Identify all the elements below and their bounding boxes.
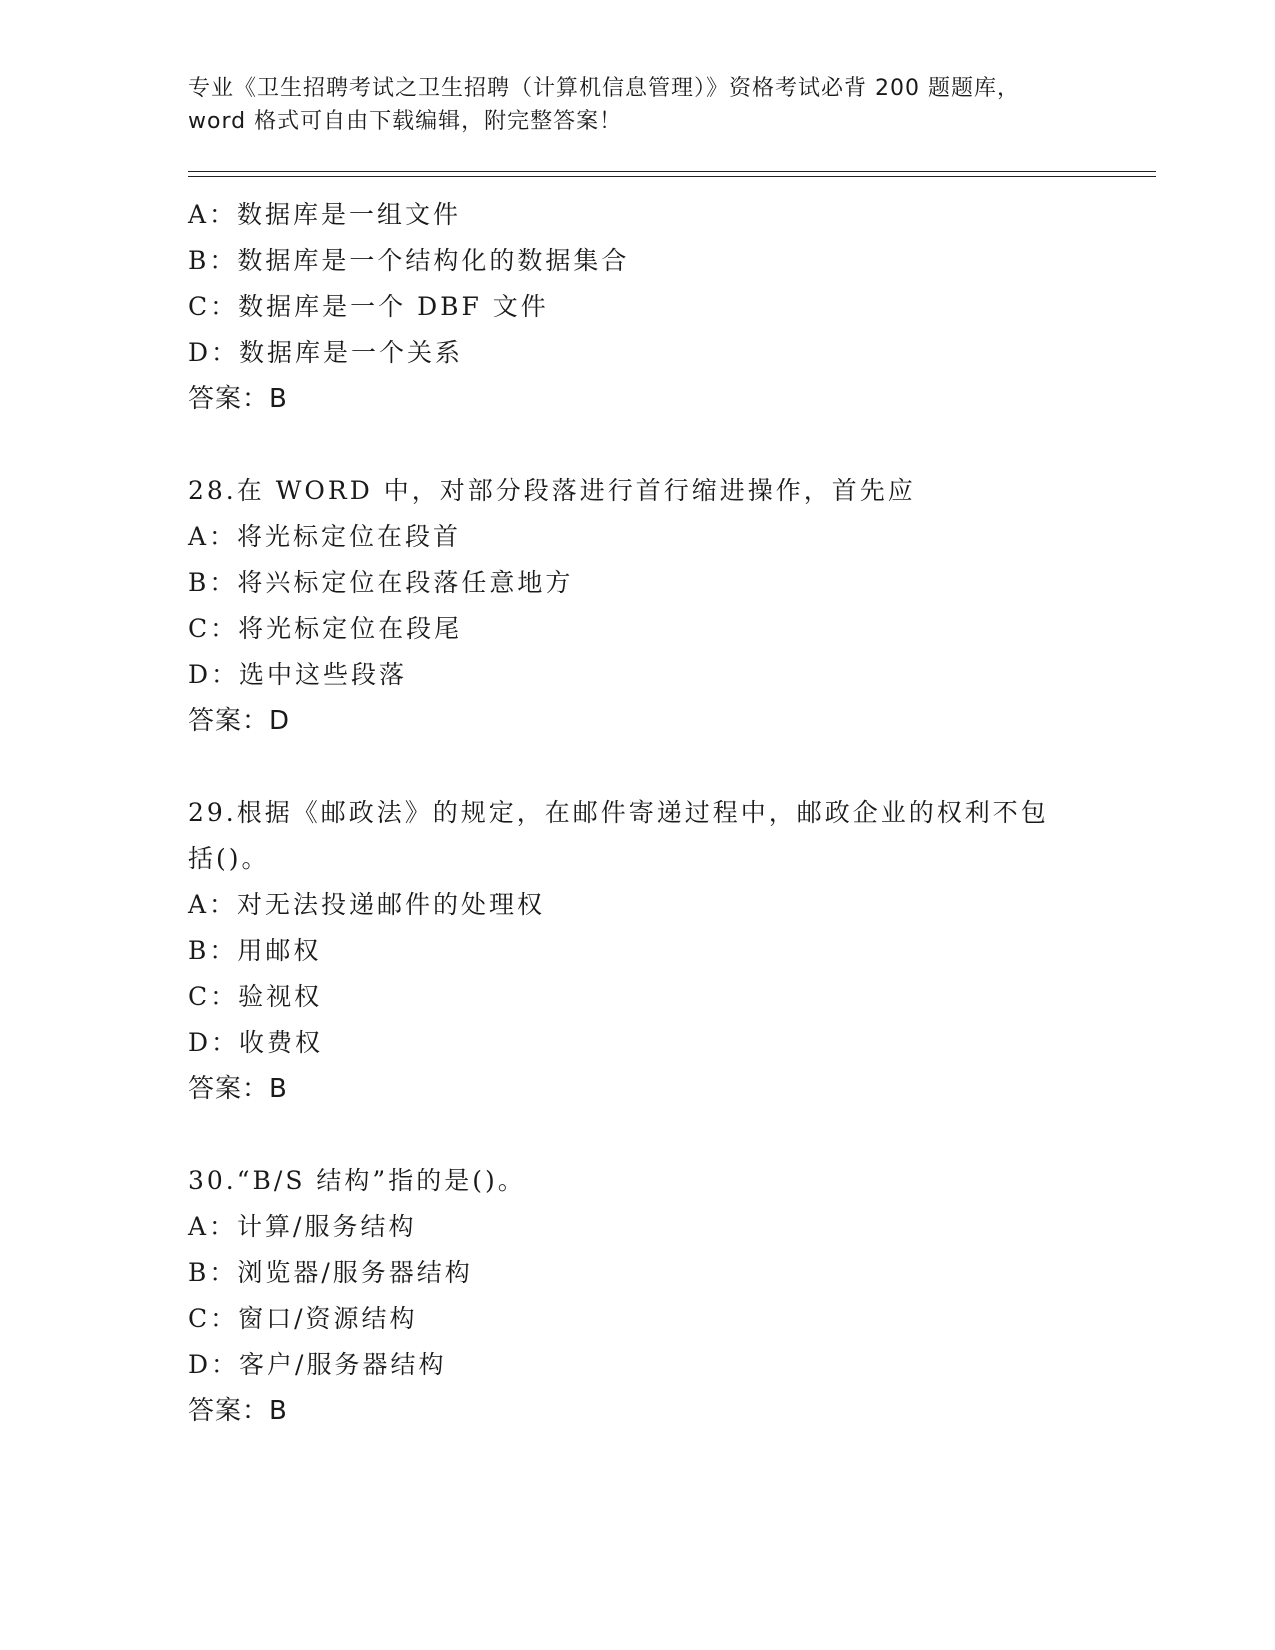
option-d: D：客户/服务器结构 (188, 1350, 447, 1379)
question-stem: 30.“B/S 结构”指的是()。 (188, 1166, 526, 1195)
question-stem: 29.根据《邮政法》的规定，在邮件寄递过程中，邮政企业的权利不包 (188, 798, 1049, 827)
option-a: A：数据库是一组文件 (188, 200, 462, 229)
question-block-27 (188, 192, 1138, 422)
option-b: B：将兴标定位在段落任意地方 (188, 568, 574, 597)
option-a: A：对无法投递邮件的处理权 (188, 890, 546, 919)
option-d: D：选中这些段落 (188, 660, 408, 689)
option-a: A：计算/服务结构 (188, 1212, 417, 1241)
answer-line: 答案：B (188, 1074, 288, 1104)
option-d: D：数据库是一个关系 (188, 338, 464, 367)
answer-line: 答案：D (188, 706, 291, 736)
header-divider-top (188, 171, 1156, 172)
answer-line: 答案：B (188, 384, 288, 414)
spacer (188, 744, 1138, 790)
option-b: B：数据库是一个结构化的数据集合 (188, 246, 630, 275)
header-line-2: word 格式可自由下载编辑，附完整答案！ (188, 109, 623, 134)
question-block-29 (188, 790, 1138, 1112)
question-block-30 (188, 1158, 1138, 1434)
option-c: C：将光标定位在段尾 (188, 614, 463, 643)
question-list (188, 192, 1138, 1434)
document-header (188, 72, 1088, 138)
option-a: A：将光标定位在段首 (188, 522, 462, 551)
option-b: B：用邮权 (188, 936, 322, 965)
question-stem-continued: 括()。 (188, 844, 270, 873)
header-divider-bottom (188, 176, 1156, 177)
spacer (188, 1112, 1138, 1158)
answer-line: 答案：B (188, 1396, 288, 1426)
question-block-28 (188, 468, 1138, 744)
question-stem: 28.在 WORD 中，对部分段落进行首行缩进操作，首先应 (188, 476, 916, 505)
option-c: C：窗口/资源结构 (188, 1304, 418, 1333)
option-c: C：验视权 (188, 982, 323, 1011)
option-b: B：浏览器/服务器结构 (188, 1258, 473, 1287)
option-c: C：数据库是一个 DBF 文件 (188, 292, 549, 321)
header-line-1: 专业《卫生招聘考试之卫生招聘（计算机信息管理）》资格考试必背 200 题题库， (188, 76, 1020, 101)
spacer (188, 422, 1138, 468)
option-d: D：收费权 (188, 1028, 324, 1057)
